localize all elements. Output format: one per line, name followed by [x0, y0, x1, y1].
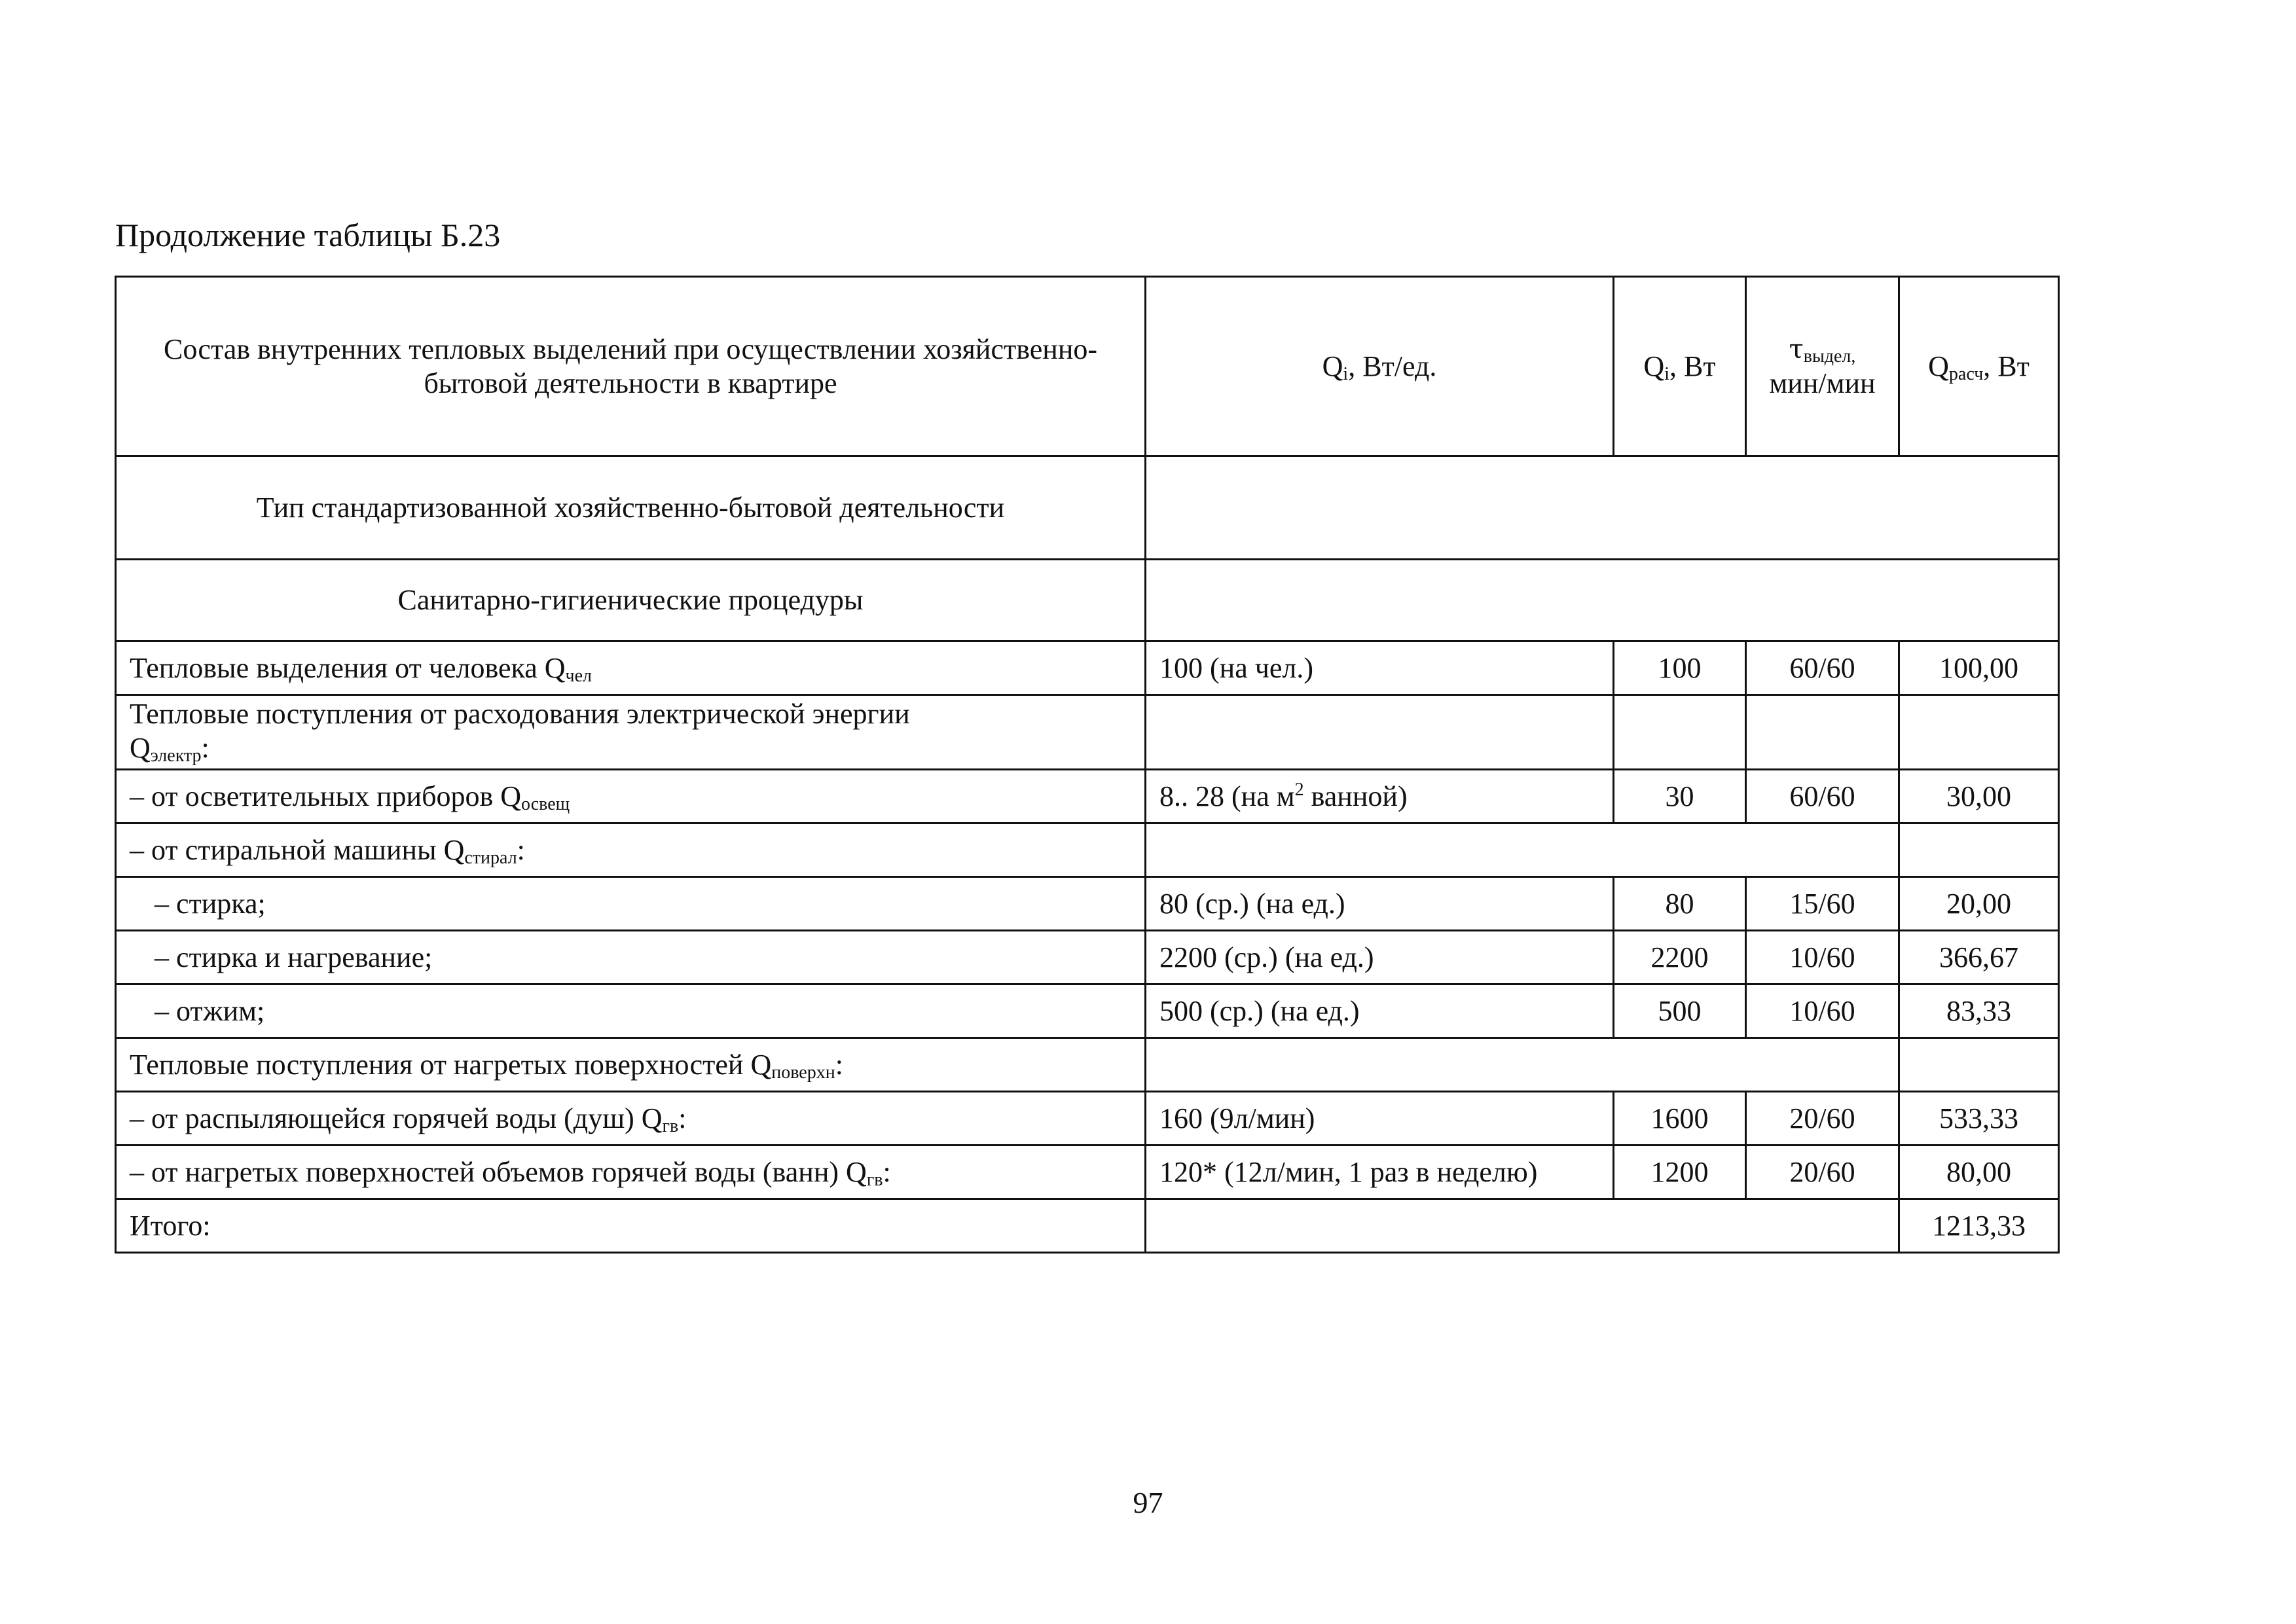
row-washer-empty — [1146, 823, 1899, 877]
table-row-bath — [116, 1146, 2059, 1199]
row-electric-label — [116, 695, 1146, 770]
table-row-shower — [116, 1092, 2059, 1146]
section-type-label: Тип стандартизованной хозяйственно-бытовой деятельности — [116, 456, 1146, 560]
section-row-sanitary — [116, 560, 2059, 641]
row-electric-tau — [1746, 695, 1899, 770]
row-surfaces-label — [116, 1038, 1146, 1092]
table-row-total — [116, 1199, 2059, 1253]
row-person-label-sub: чел — [565, 665, 592, 686]
row-bath-tau: 20/60 — [1746, 1146, 1899, 1199]
row-washer-label-sub: стирал — [464, 847, 517, 868]
header-qcalc — [1899, 277, 2059, 456]
row-person-qcalc: 100,00 — [1899, 641, 2059, 695]
row-electric-unit — [1146, 695, 1614, 770]
row-bath-label-end: : — [883, 1155, 891, 1188]
row-surfaces-label-text: Тепловые поступления от нагретых поверхностей Q — [130, 1048, 772, 1081]
row-shower-label-text: – от распыляющейся горячей воды (душ) Q — [130, 1102, 663, 1134]
header-composition — [116, 277, 1146, 456]
header-composition-text: Состав внутренних тепловых выделений при осуществлении хозяйственно-бытовой деятельности в квартире — [163, 333, 1098, 399]
section-row-type — [116, 456, 2059, 560]
row-wash-qcalc: 20,00 — [1899, 877, 2059, 931]
row-wash-label: – стирка; — [116, 877, 1146, 931]
row-shower-q: 1600 — [1614, 1092, 1746, 1146]
row-shower-tau: 20/60 — [1746, 1092, 1899, 1146]
row-wash-heat-q: 2200 — [1614, 931, 1746, 984]
row-wash-heat-label: – стирка и нагревание; — [116, 931, 1146, 984]
section-sanitary-empty — [1146, 560, 2059, 641]
row-bath-unit: 120* (12л/мин, 1 раз в неделю) — [1146, 1146, 1614, 1199]
header-qi-unit-rest: , Вт/ед. — [1348, 350, 1437, 382]
table-row-electric — [116, 695, 2059, 770]
table-row-wash-heat — [116, 931, 2059, 984]
row-lighting-label-sub: освещ — [521, 793, 570, 814]
section-type-empty — [1146, 456, 2059, 560]
row-lighting-label — [116, 770, 1146, 823]
row-lighting-tau: 60/60 — [1746, 770, 1899, 823]
header-qcalc-main: Q — [1928, 350, 1949, 382]
row-lighting-qcalc: 30,00 — [1899, 770, 2059, 823]
table-caption: Продолжение таблицы Б.23 — [115, 217, 501, 253]
table-row-washer — [116, 823, 2059, 877]
row-wash-heat-tau: 10/60 — [1746, 931, 1899, 984]
row-shower-label-sub: гв — [662, 1115, 679, 1136]
row-electric-qcalc — [1899, 695, 2059, 770]
row-person-label — [116, 641, 1146, 695]
row-wash-heat-qcalc: 366,67 — [1899, 931, 2059, 984]
row-total-empty — [1146, 1199, 1899, 1253]
row-person-unit: 100 (на чел.) — [1146, 641, 1614, 695]
row-electric-label-end: : — [201, 732, 210, 764]
row-person-q: 100 — [1614, 641, 1746, 695]
table-row-spin — [116, 984, 2059, 1038]
table-header-row — [116, 277, 2059, 456]
row-bath-qcalc: 80,00 — [1899, 1146, 2059, 1199]
table-row-wash — [116, 877, 2059, 931]
header-qi-unit — [1146, 277, 1614, 456]
row-surfaces-empty — [1146, 1038, 1899, 1092]
table-row-surfaces — [116, 1038, 2059, 1092]
row-shower-label-end: : — [678, 1102, 687, 1134]
row-wash-heat-unit: 2200 (ср.) (на ед.) — [1146, 931, 1614, 984]
row-shower-qcalc: 533,33 — [1899, 1092, 2059, 1146]
row-total-qcalc: 1213,33 — [1899, 1199, 2059, 1253]
row-washer-qcalc — [1899, 823, 2059, 877]
row-person-tau: 60/60 — [1746, 641, 1899, 695]
row-electric-q — [1614, 695, 1746, 770]
header-tau — [1746, 277, 1899, 456]
row-bath-label — [116, 1146, 1146, 1199]
row-surfaces-label-end: : — [835, 1048, 843, 1081]
row-total-label: Итого: — [116, 1199, 1146, 1253]
header-qi-main: Q — [1643, 350, 1665, 382]
row-wash-unit: 80 (ср.) (на ед.) — [1146, 877, 1614, 931]
row-spin-label: – отжим; — [116, 984, 1146, 1038]
row-shower-unit: 160 (9л/мин) — [1146, 1092, 1614, 1146]
table-row-lighting — [116, 770, 2059, 823]
page-number: 97 — [1133, 1486, 1163, 1519]
row-lighting-unit-pre: 8.. 28 (на м — [1159, 780, 1295, 812]
header-qcalc-sub: расч — [1948, 363, 1984, 384]
header-qi — [1614, 277, 1746, 456]
table-row-person — [116, 641, 2059, 695]
row-lighting-unit — [1146, 770, 1614, 823]
heat-emissions-table — [115, 276, 2060, 1254]
row-bath-q: 1200 — [1614, 1146, 1746, 1199]
header-tau-main: τ — [1789, 334, 1804, 365]
header-qi-sub: i — [1664, 363, 1669, 384]
header-qi-unit-main: Q — [1322, 350, 1343, 382]
row-spin-q: 500 — [1614, 984, 1746, 1038]
row-electric-label-sub: электр — [150, 746, 202, 766]
row-lighting-unit-post: ванной) — [1303, 780, 1408, 812]
row-surfaces-qcalc — [1899, 1038, 2059, 1092]
row-bath-label-sub: гв — [866, 1169, 883, 1190]
row-lighting-label-text: – от осветительных приборов Q — [130, 780, 522, 812]
row-shower-label — [116, 1092, 1146, 1146]
section-sanitary-label: Санитарно-гигиенические процедуры — [116, 560, 1146, 641]
row-electric-label-text: Тепловые поступления от расходования электрической энергии — [130, 698, 910, 730]
row-lighting-unit-sup: 2 — [1294, 779, 1304, 800]
header-tau-line2: мин/мин — [1769, 367, 1876, 399]
row-washer-label — [116, 823, 1146, 877]
row-person-label-text: Тепловые выделения от человека Q — [130, 651, 566, 684]
header-qi-unit-sub: i — [1343, 363, 1349, 384]
row-spin-qcalc: 83,33 — [1899, 984, 2059, 1038]
row-bath-label-text: – от нагретых поверхностей объемов горячей воды (ванн) Q — [130, 1155, 867, 1188]
row-lighting-q: 30 — [1614, 770, 1746, 823]
row-wash-q: 80 — [1614, 877, 1746, 931]
row-washer-label-text: – от стиральной машины Q — [130, 833, 465, 866]
row-surfaces-label-sub: поверхн — [771, 1062, 835, 1083]
row-electric-label-q: Q — [130, 732, 151, 764]
header-qcalc-rest: , Вт — [1983, 350, 2030, 382]
header-qi-rest: , Вт — [1669, 350, 1716, 382]
row-spin-tau: 10/60 — [1746, 984, 1899, 1038]
row-wash-tau: 15/60 — [1746, 877, 1899, 931]
header-tau-sub: выдел, — [1803, 346, 1856, 367]
row-spin-unit: 500 (ср.) (на ед.) — [1146, 984, 1614, 1038]
row-washer-label-end: : — [517, 833, 525, 866]
